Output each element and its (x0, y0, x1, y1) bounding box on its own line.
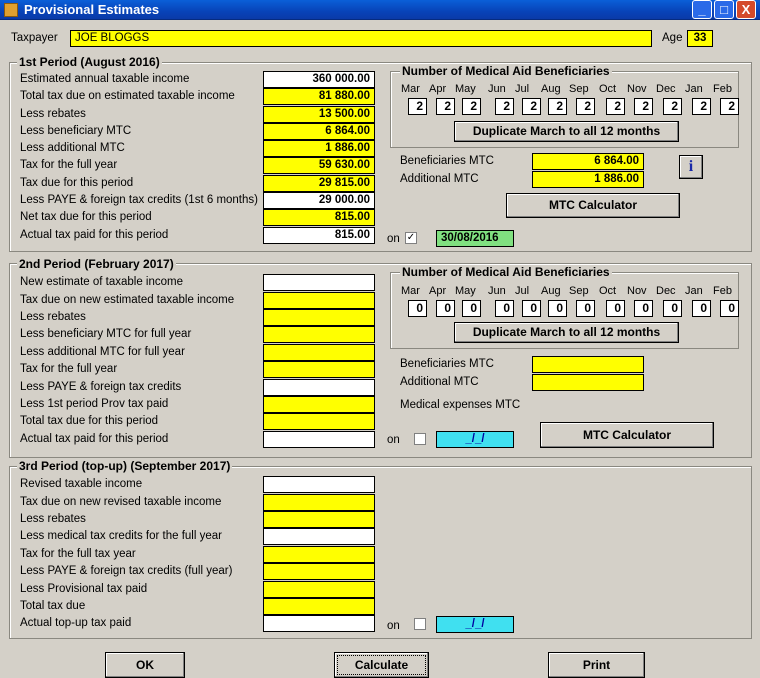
p2-beneficiary-box[interactable]: 0 (663, 300, 682, 317)
p3-row-value[interactable] (263, 598, 375, 615)
p2-row-label: Less additional MTC for full year (20, 346, 185, 358)
age-label: Age (662, 32, 683, 44)
p1-ben-mtc-field[interactable]: 6 864.00 (532, 153, 644, 170)
p2-month-header: Jun (488, 285, 506, 297)
age-field[interactable]: 33 (687, 30, 713, 47)
p2-med-exp-label: Medical expenses MTC (400, 399, 521, 411)
p3-row-value[interactable] (263, 511, 375, 528)
window-title: Provisional Estimates (24, 2, 160, 17)
p1-month-header: May (455, 83, 476, 95)
p3-row-label: Less PAYE & foreign tax credits (full year) (20, 565, 233, 577)
p3-on-label: on (387, 620, 400, 632)
p2-row-value[interactable] (263, 431, 375, 448)
p2-row-value[interactable] (263, 326, 375, 343)
p1-row-label: Less additional MTC (20, 142, 125, 154)
p2-ben-mtc-label: Beneficiaries MTC (400, 358, 494, 370)
p2-month-header: Apr (429, 285, 447, 297)
p1-beneficiary-box[interactable]: 2 (408, 98, 427, 115)
p1-row-label: Tax due for this period (20, 177, 134, 189)
app-icon (4, 3, 18, 17)
p2-add-mtc-label: Additional MTC (400, 376, 479, 388)
p1-beneficiary-box[interactable]: 2 (663, 98, 682, 115)
p1-month-header: Jun (488, 83, 506, 95)
p2-beneficiary-box[interactable]: 0 (548, 300, 567, 317)
p2-beneficiary-box[interactable]: 0 (634, 300, 653, 317)
p2-add-mtc-field[interactable] (532, 374, 644, 391)
p1-beneficiary-box[interactable]: 2 (720, 98, 739, 115)
p1-month-header: Nov (627, 83, 647, 95)
p1-row-value[interactable]: 81 880.00 (263, 88, 375, 105)
p1-month-header: Mar (401, 83, 420, 95)
p1-row-label: Total tax due on estimated taxable income (20, 90, 235, 102)
p1-row-value[interactable]: 1 886.00 (263, 140, 375, 157)
period3-title: 3rd Period (top-up) (September 2017) (19, 459, 231, 473)
p1-month-header: Apr (429, 83, 447, 95)
p1-row-label: Less rebates (20, 108, 86, 120)
p2-month-header: Oct (599, 285, 617, 297)
p1-paid-checkbox[interactable]: ✓ (406, 232, 416, 243)
p3-row-value[interactable] (263, 528, 375, 545)
p1-month-header: Sep (569, 83, 589, 95)
p2-month-header: Dec (656, 285, 676, 297)
p1-beneficiary-box[interactable]: 2 (522, 98, 541, 115)
p2-row-value[interactable] (263, 396, 375, 413)
period1-title: 1st Period (August 2016) (19, 55, 160, 69)
title-bar[interactable] (0, 0, 760, 20)
p1-month-header: Dec (656, 83, 676, 95)
p3-row-label: Less rebates (20, 513, 86, 525)
taxpayer-label: Taxpayer (11, 32, 58, 44)
p1-beneficiary-box[interactable]: 2 (548, 98, 567, 115)
p1-row-value[interactable]: 360 000.00 (263, 71, 375, 88)
p3-row-value[interactable] (263, 615, 375, 632)
p2-beneficiary-box[interactable]: 0 (606, 300, 625, 317)
p2-row-label: Tax for the full year (20, 363, 118, 375)
p2-duplicate-button[interactable]: Duplicate March to all 12 months (454, 322, 679, 343)
p1-ben-mtc-label: Beneficiaries MTC (400, 155, 494, 167)
p1-date-field[interactable]: 30/08/2016 (436, 230, 514, 247)
p2-month-header: Nov (627, 285, 647, 297)
p3-row-value[interactable] (263, 494, 375, 511)
p2-month-header: Sep (569, 285, 589, 297)
p2-beneficiary-box[interactable]: 0 (408, 300, 427, 317)
p1-row-value[interactable]: 29 815.00 (263, 175, 375, 192)
p1-month-header: Feb (713, 83, 732, 95)
p1-row-value[interactable]: 13 500.00 (263, 106, 375, 123)
p2-month-header: Jan (685, 285, 703, 297)
p1-beneficiary-box[interactable]: 2 (692, 98, 711, 115)
p3-row-label: Tax due on new revised taxable income (20, 496, 222, 508)
p1-beneficiary-box[interactable]: 2 (606, 98, 625, 115)
p2-beneficiary-box[interactable]: 0 (576, 300, 595, 317)
p1-row-label: Estimated annual taxable income (20, 73, 190, 85)
calculate-button[interactable]: Calculate (334, 652, 429, 678)
print-button[interactable]: Print (548, 652, 645, 678)
p1-beneficiary-box[interactable]: 2 (436, 98, 455, 115)
p2-row-value[interactable] (263, 292, 375, 309)
p2-row-label: Total tax due for this period (20, 415, 159, 427)
p1-add-mtc-field[interactable]: 1 886.00 (532, 171, 644, 188)
p1-month-header: Aug (541, 83, 561, 95)
p2-row-label: New estimate of taxable income (20, 276, 183, 288)
p2-beneficiary-box[interactable]: 0 (720, 300, 739, 317)
p1-row-value[interactable]: 815.00 (263, 227, 375, 244)
p2-date-field[interactable]: _/_/ (436, 431, 514, 448)
p1-medical-title: Number of Medical Aid Beneficiaries (402, 64, 610, 78)
p3-row-label: Less medical tax credits for the full year (20, 530, 222, 542)
p2-row-value[interactable] (263, 344, 375, 361)
p1-beneficiary-box[interactable]: 2 (576, 98, 595, 115)
p1-row-label: Less PAYE & foreign tax credits (1st 6 months) (20, 194, 258, 206)
p2-mtc-calculator-button[interactable] (540, 422, 714, 448)
p2-beneficiary-box[interactable]: 0 (436, 300, 455, 317)
p1-duplicate-button[interactable]: Duplicate March to all 12 months (454, 121, 679, 142)
p1-row-label: Less beneficiary MTC (20, 125, 132, 137)
p3-row-label: Actual top-up tax paid (20, 617, 132, 629)
p1-month-header: Jan (685, 83, 703, 95)
p1-row-value[interactable]: 815.00 (263, 209, 375, 226)
p2-row-value[interactable] (263, 413, 375, 430)
p2-mtc-calculator-label: MTC Calculator (582, 428, 671, 442)
p1-row-value[interactable]: 29 000.00 (263, 192, 375, 209)
p1-row-label: Tax for the full year (20, 159, 118, 171)
p3-row-value[interactable] (263, 563, 375, 580)
p2-beneficiary-box[interactable]: 0 (692, 300, 711, 317)
p3-row-label: Less Provisional tax paid (20, 583, 148, 595)
p3-paid-checkbox[interactable] (414, 618, 426, 630)
p2-row-label: Less PAYE & foreign tax credits (20, 381, 182, 393)
ok-button[interactable]: OK (105, 652, 185, 678)
p2-paid-checkbox[interactable] (414, 433, 426, 445)
p2-row-value[interactable] (263, 379, 375, 396)
p1-beneficiary-box[interactable]: 2 (462, 98, 481, 115)
p2-month-header: May (455, 285, 476, 297)
p2-row-value[interactable] (263, 274, 375, 291)
period2-title: 2nd Period (February 2017) (19, 257, 174, 271)
p1-mtc-calculator-button[interactable]: MTC Calculator (506, 193, 680, 218)
p3-row-value[interactable] (263, 546, 375, 563)
p1-month-header: Oct (599, 83, 617, 95)
maximize-button[interactable]: □ (714, 0, 734, 19)
p2-row-label: Less beneficiary MTC for full year (20, 328, 192, 340)
taxpayer-name-field[interactable]: JOE BLOGGS (70, 30, 652, 47)
p2-row-label: Tax due on new estimated taxable income (20, 294, 235, 306)
p2-month-header: Feb (713, 285, 732, 297)
p2-month-header: Mar (401, 285, 420, 297)
p2-beneficiary-box[interactable]: 0 (462, 300, 481, 317)
p2-row-value[interactable] (263, 309, 375, 326)
close-button[interactable]: X (736, 0, 756, 19)
p1-row-label: Actual tax paid for this period (20, 229, 169, 241)
p2-medical-title: Number of Medical Aid Beneficiaries (402, 265, 610, 279)
p2-row-label: Less 1st period Prov tax paid (20, 398, 169, 410)
minimize-button[interactable]: _ (692, 0, 712, 19)
p2-row-label: Actual tax paid for this period (20, 433, 169, 445)
p3-row-value[interactable] (263, 581, 375, 598)
p3-row-value[interactable] (263, 476, 375, 493)
p1-row-value[interactable]: 59 630.00 (263, 157, 375, 174)
p1-on-label: on (387, 233, 400, 245)
p2-beneficiary-box[interactable]: 0 (495, 300, 514, 317)
p3-row-label: Total tax due (20, 600, 86, 612)
p2-month-header: Jul (515, 285, 530, 297)
p1-row-label: Net tax due for this period (20, 211, 152, 223)
p1-beneficiary-box[interactable]: 2 (495, 98, 514, 115)
p1-add-mtc-label: Additional MTC (400, 173, 479, 185)
p2-row-value[interactable] (263, 361, 375, 378)
p1-month-header: Jul (515, 83, 530, 95)
p1-row-value[interactable]: 6 864.00 (263, 123, 375, 140)
p3-date-field[interactable]: _/_/ (436, 616, 514, 633)
p2-row-label: Less rebates (20, 311, 86, 323)
p2-beneficiary-box[interactable]: 0 (522, 300, 541, 317)
info-icon[interactable]: i (679, 155, 703, 179)
p3-row-label: Tax for the full tax year (20, 548, 136, 560)
p1-beneficiary-box[interactable]: 2 (634, 98, 653, 115)
p2-month-header: Aug (541, 285, 561, 297)
p2-on-label: on (387, 434, 400, 446)
p2-ben-mtc-field[interactable] (532, 356, 644, 373)
p3-row-label: Revised taxable income (20, 478, 143, 490)
